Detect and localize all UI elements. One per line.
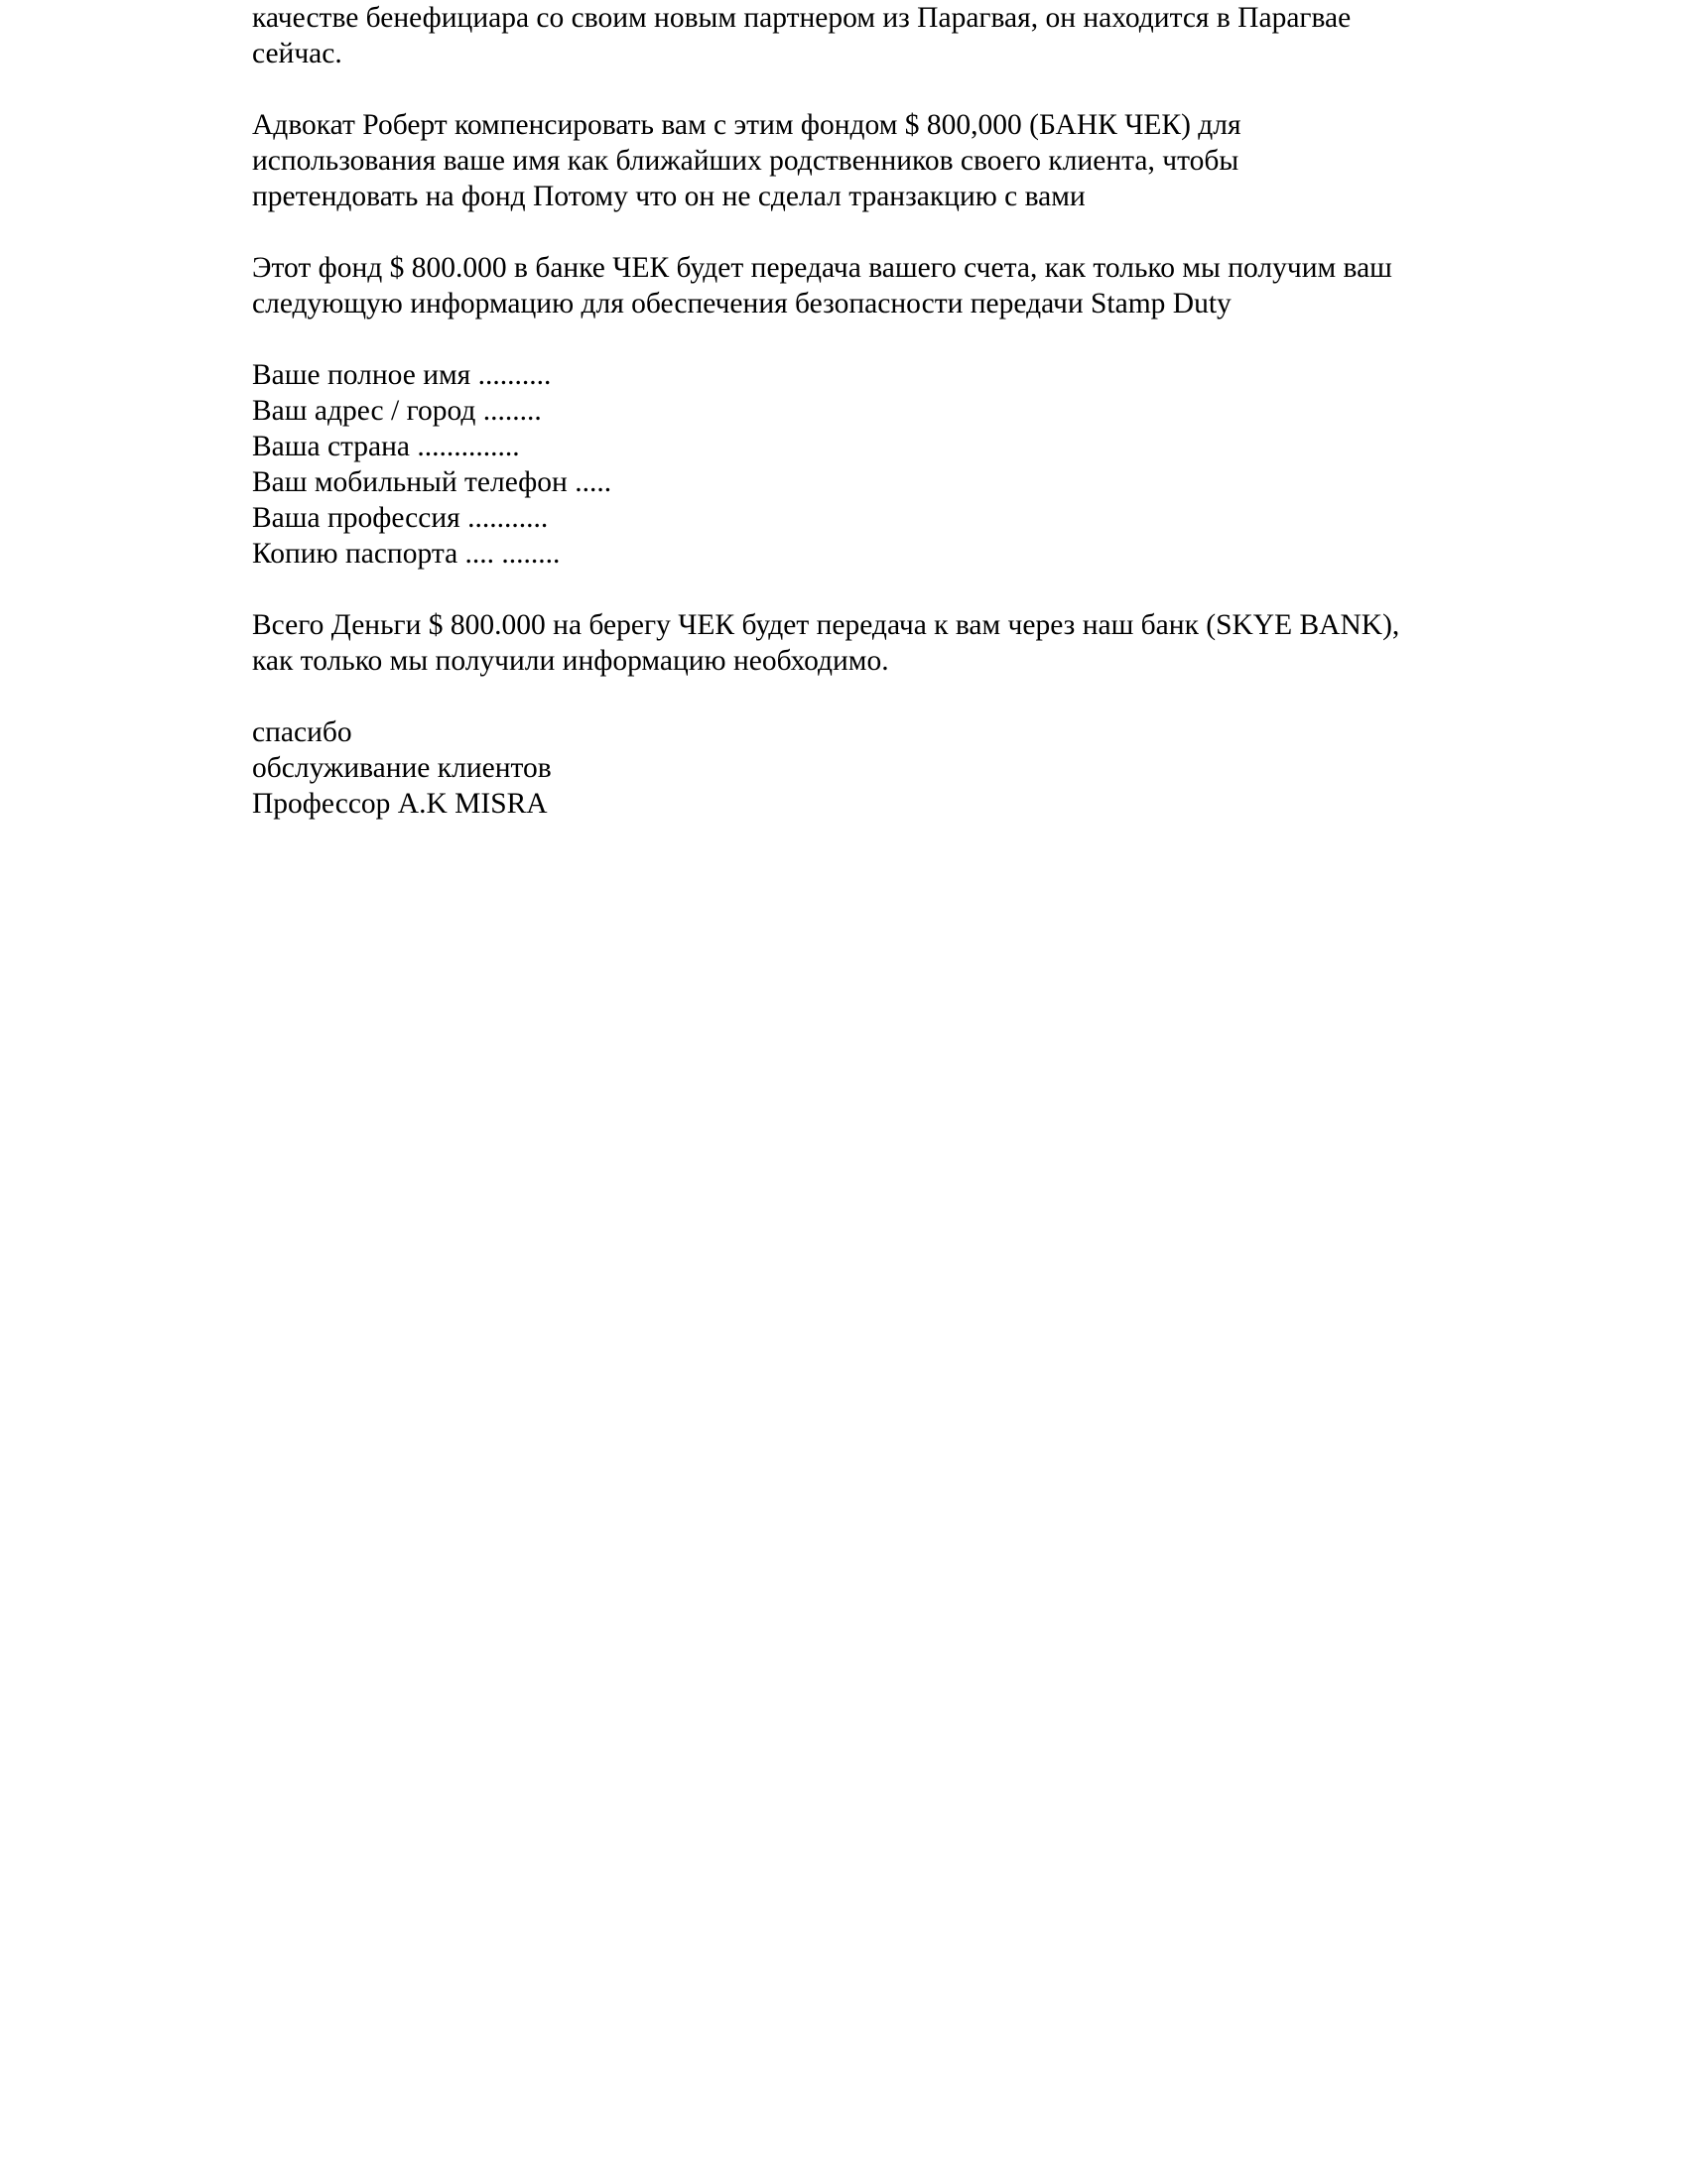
closing-department: обслуживание клиентов xyxy=(252,752,552,784)
paragraph-gap xyxy=(252,321,1502,357)
text-line: использования ваше имя как ближайших родственников своего клиента, чтобы xyxy=(252,145,1239,177)
info-profession: Ваша профессия ........... xyxy=(252,502,549,534)
letter-body xyxy=(252,0,1502,822)
paragraph-fund-transfer xyxy=(252,250,1502,321)
paragraph-gap xyxy=(252,679,1502,714)
paragraph-beneficiary xyxy=(252,0,1502,71)
closing-signatory: Профессор A.K MISRA xyxy=(252,788,548,820)
text-line: сейчас. xyxy=(252,38,342,69)
text-line: следующую информацию для обеспечения безопасности передачи Stamp Duty xyxy=(252,288,1232,320)
info-passport-copy: Копию паспорта .... ........ xyxy=(252,538,561,570)
paragraph-gap xyxy=(252,572,1502,607)
text-line: как только мы получили информацию необходимо. xyxy=(252,645,889,677)
info-mobile-phone: Ваш мобильный телефон ..... xyxy=(252,466,612,498)
text-line: Всего Деньги $ 800.000 на берегу ЧЕК будет передача к вам через наш банк (SKYE BANK), xyxy=(252,609,1400,641)
info-full-name: Ваше полное имя .......... xyxy=(252,359,552,391)
paragraph-gap xyxy=(252,214,1502,250)
text-line: претендовать на фонд Потому что он не сделал транзакцию с вами xyxy=(252,181,1086,212)
paragraph-bank-transfer xyxy=(252,607,1502,679)
closing-thanks: спасибо xyxy=(252,716,352,748)
info-country: Ваша страна .............. xyxy=(252,431,520,462)
text-line: Этот фонд $ 800.000 в банке ЧЕК будет передача вашего счета, как только мы получим ваш xyxy=(252,252,1392,284)
paragraph-gap xyxy=(252,71,1502,107)
text-line: Адвокат Роберт компенсировать вам с этим фондом $ 800,000 (БАНК ЧЕК) для xyxy=(252,109,1241,141)
info-address-city: Ваш адрес / город ........ xyxy=(252,395,542,427)
text-line: качестве бенефициара со своим новым партнером из Парагвая, он находится в Парагвае xyxy=(252,2,1352,34)
paragraph-lawyer xyxy=(252,107,1502,214)
info-request-list xyxy=(252,357,1502,572)
signature-block xyxy=(252,714,1502,822)
